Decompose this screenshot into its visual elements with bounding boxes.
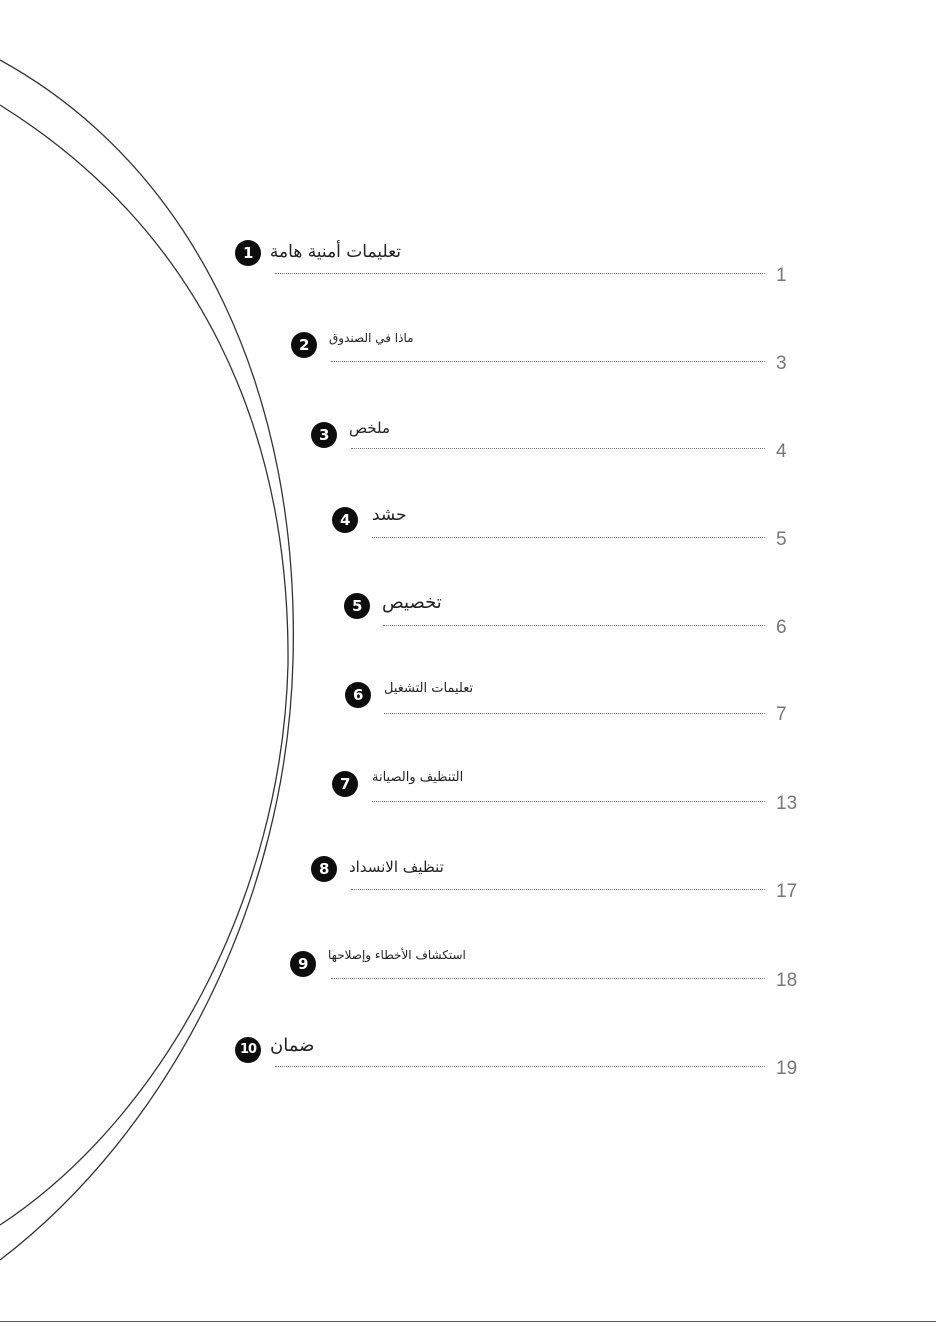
section-title: تعليمات التشغيل <box>384 681 474 696</box>
dot-leader <box>275 1066 765 1067</box>
section-title: تنظيف الانسداد <box>349 858 444 876</box>
page-number: 6 <box>776 617 787 638</box>
section-number-badge: 8 <box>311 856 337 882</box>
dot-leader <box>372 537 765 538</box>
section-number-badge: 6 <box>345 682 371 708</box>
page-number: 1 <box>776 265 787 286</box>
section-number-badge: 9 <box>290 951 316 977</box>
dot-leader <box>275 273 765 274</box>
page-number: 19 <box>776 1058 798 1079</box>
section-title: ماذا في الصندوق <box>329 331 414 345</box>
section-number-badge: 10 <box>235 1037 261 1063</box>
section-title: التنظيف والصيانة <box>372 770 464 785</box>
section-number-badge: 3 <box>311 422 337 448</box>
dot-leader <box>331 361 765 362</box>
section-number-badge: 1 <box>235 240 261 266</box>
section-title: حشد <box>372 505 407 525</box>
page-bottom-rule <box>0 1321 936 1322</box>
section-number-badge: 4 <box>332 507 358 533</box>
dot-leader <box>331 978 765 979</box>
dot-leader <box>351 448 765 449</box>
page-number: 17 <box>776 881 798 902</box>
page-number: 7 <box>776 704 787 725</box>
page-number: 5 <box>776 529 787 550</box>
section-title: تعليمات أمنية هامة <box>269 242 401 262</box>
section-number-badge: 7 <box>332 771 358 797</box>
section-title: ملخص <box>349 419 391 437</box>
section-number-badge: 5 <box>344 593 370 619</box>
dot-leader <box>383 625 765 626</box>
section-number-badge: 2 <box>291 332 317 358</box>
page-number: 4 <box>776 441 787 462</box>
section-title: استكشاف الأخطاء وإصلاحها <box>328 948 466 962</box>
page-number: 13 <box>776 793 798 814</box>
section-title: تخصيص <box>382 592 442 613</box>
dot-leader <box>372 801 765 802</box>
page-number: 18 <box>776 970 798 991</box>
section-title: ضمان <box>270 1035 315 1056</box>
page-number: 3 <box>776 353 787 374</box>
dot-leader <box>384 713 765 714</box>
dot-leader <box>351 889 765 890</box>
